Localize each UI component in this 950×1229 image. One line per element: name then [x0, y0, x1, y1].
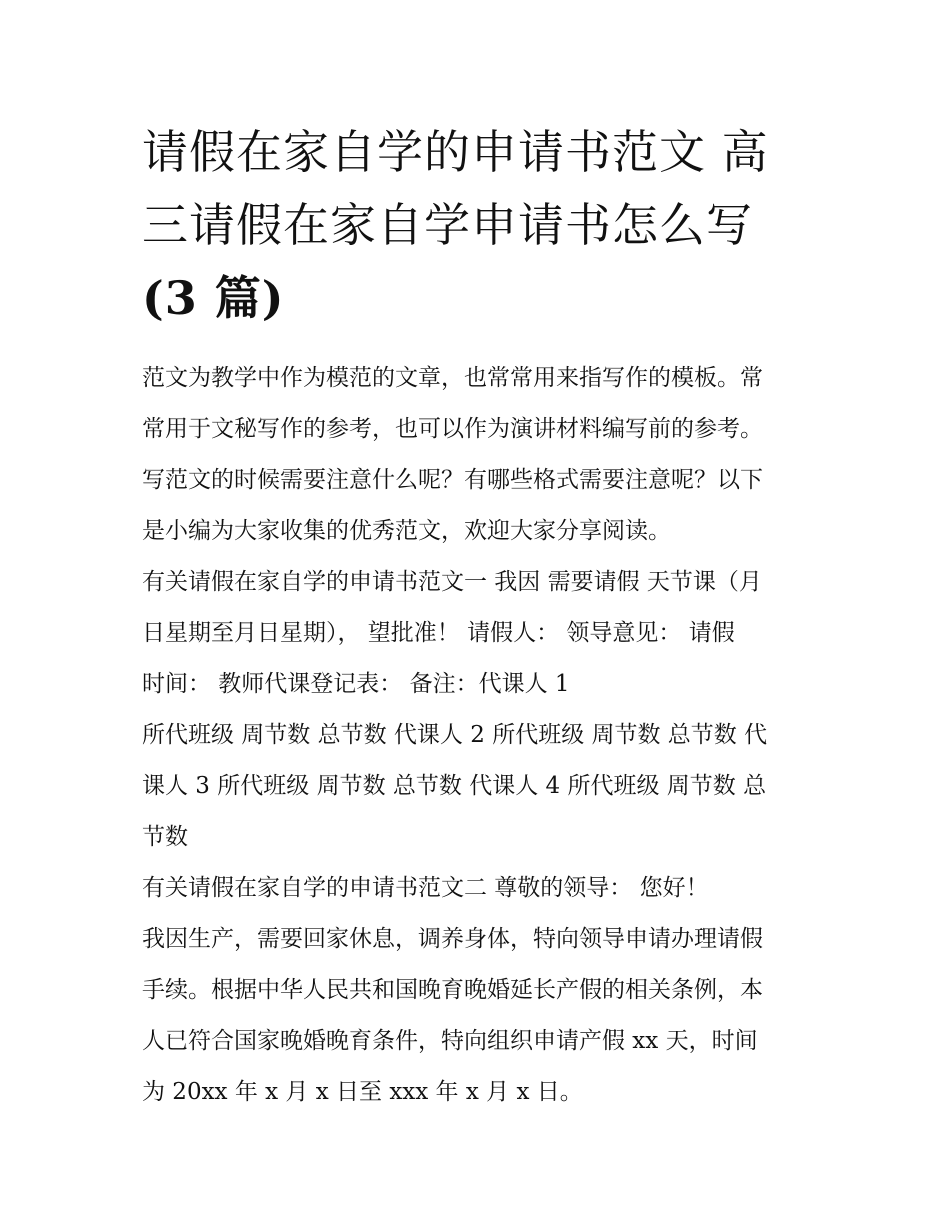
- text-line: 我因生产，需要回家休息，调养身体，特向领导申请办理请假: [142, 926, 763, 952]
- text-line: 有关请假在家自学的申请书范文一 我因 需要请假 天节课（月: [142, 569, 762, 595]
- text-line: 手续。根据中华人民共和国晚育晚婚延长产假的相关条例，本: [142, 977, 763, 1003]
- document-page: [142, 116, 818, 1118]
- title-line: 请假在家自学的申请书范文 高: [142, 125, 769, 179]
- text-line: 有关请假在家自学的申请书范文二 尊敬的领导： 您好！: [142, 875, 709, 901]
- paragraph-sample-two-heading: [142, 863, 818, 914]
- text-line: 日星期至月日星期）， 望批准！ 请假人： 领导意见： 请假: [142, 620, 735, 646]
- text-line: 为 20xx 年 x 月 x 日至 xxx 年 x 月 x 日。: [142, 1079, 583, 1105]
- paragraph-substitute-list: [142, 710, 818, 863]
- document-title: [142, 116, 818, 335]
- paragraph-sample-two-body: [142, 914, 818, 1118]
- text-line: 是小编为大家收集的优秀范文，欢迎大家分享阅读。: [142, 518, 671, 544]
- title-line: 三请假在家自学申请书怎么写: [142, 198, 753, 252]
- text-line: 人已符合国家晚婚晚育条件，特向组织申请产假 xx 天，时间: [142, 1028, 758, 1054]
- title-line: (3 篇): [142, 271, 285, 325]
- document-body: [142, 353, 818, 1118]
- text-line: 节数: [142, 824, 188, 850]
- text-line: 课人 3 所代班级 周节数 总节数 代课人 4 所代班级 周节数 总: [142, 773, 767, 799]
- text-line: 常用于文秘写作的参考，也可以作为演讲材料编写前的参考。: [142, 416, 763, 442]
- text-line: 写范文的时候需要注意什么呢？有哪些格式需要注意呢？以下: [142, 467, 763, 493]
- text-line: 时间： 教师代课登记表： 备注：代课人 1: [142, 671, 570, 697]
- paragraph-sample-one: [142, 557, 818, 710]
- text-line: 范文为教学中作为模范的文章，也常常用来指写作的模板。常: [142, 365, 763, 391]
- text-line: 所代班级 周节数 总节数 代课人 2 所代班级 周节数 总节数 代: [142, 722, 768, 748]
- paragraph-intro: [142, 353, 818, 557]
